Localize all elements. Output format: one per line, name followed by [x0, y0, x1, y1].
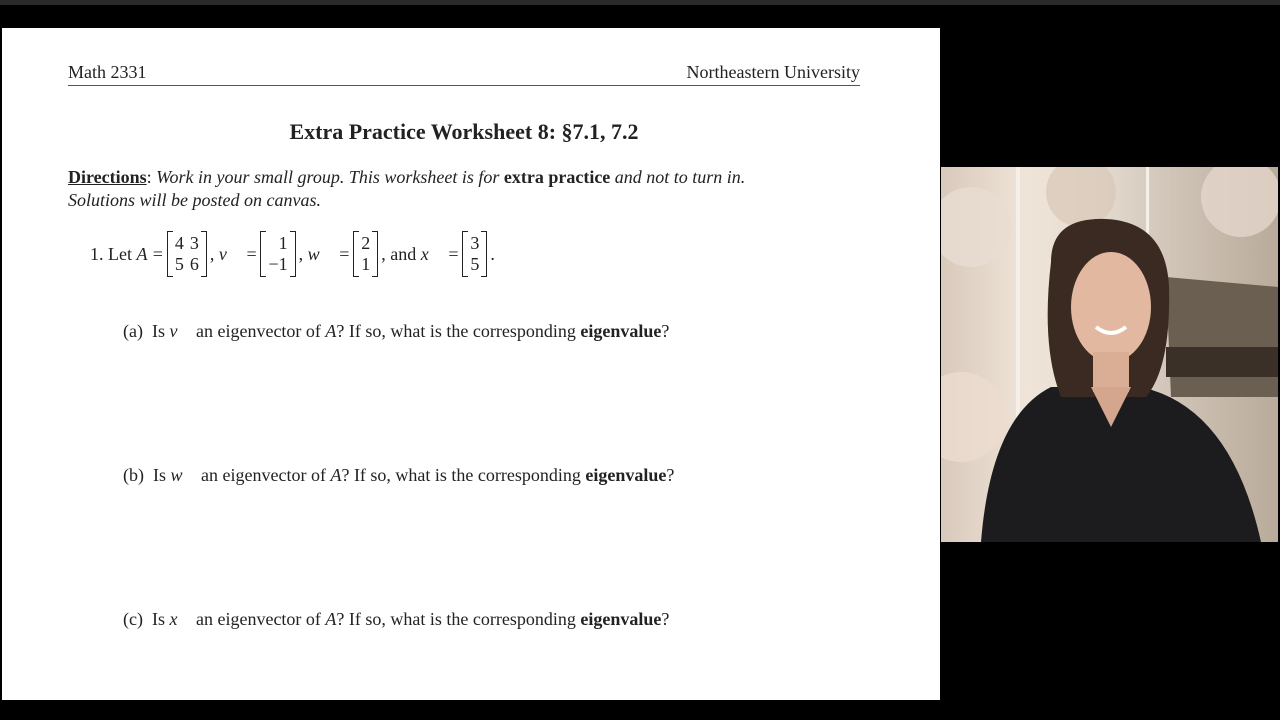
- comma: ,: [298, 243, 304, 264]
- matrix-a: [167, 231, 207, 277]
- problem-1-statement: [90, 229, 495, 279]
- colon: :: [146, 167, 152, 187]
- text: an eigenvector of: [191, 609, 326, 629]
- text: ? If so, what is the corresponding: [336, 321, 581, 341]
- text: an eigenvector of: [191, 321, 326, 341]
- var: A: [330, 465, 342, 485]
- worksheet-title: Extra Practice Worksheet 8: §7.1, 7.2: [289, 119, 639, 144]
- and-text: and: [390, 243, 417, 264]
- comma: ,: [209, 243, 215, 264]
- question-a: [123, 321, 669, 342]
- entry: 1: [361, 254, 371, 274]
- var: v⃗: [169, 321, 192, 341]
- entry: 6: [189, 254, 199, 274]
- part-label: (c): [123, 609, 143, 629]
- period: .: [490, 243, 495, 264]
- text: ? If so, what is the corresponding: [336, 609, 581, 629]
- webcam-video: [941, 167, 1278, 542]
- vector-x: [462, 231, 487, 277]
- vector-v: [260, 231, 295, 277]
- top-bar: [0, 0, 1280, 5]
- directions-text: Work in your small group. This worksheet is for: [151, 167, 504, 187]
- text: ?: [661, 321, 670, 341]
- entry: 5: [470, 254, 480, 274]
- let-text: Let: [108, 243, 132, 264]
- directions-line-1: [68, 167, 745, 188]
- problem-number: 1.: [90, 243, 104, 264]
- entry: 3: [189, 233, 199, 253]
- course-label: Math 2331: [68, 62, 147, 82]
- part-label: (a): [123, 321, 143, 341]
- directions-text-2: and not to turn in.: [610, 167, 746, 187]
- text: an eigenvector of: [196, 465, 331, 485]
- text: ?: [661, 609, 670, 629]
- vector-v-label: v⃗ =: [218, 243, 258, 264]
- entry: 3: [470, 233, 480, 253]
- var: A: [325, 609, 337, 629]
- bold-term: eigenvalue: [580, 321, 662, 341]
- directions-bold: extra practice: [503, 167, 611, 187]
- entry: 5: [174, 254, 184, 274]
- var: x⃗: [169, 609, 192, 629]
- header-rule: [68, 85, 860, 86]
- presenter-image: [941, 167, 1278, 542]
- text: Is: [151, 321, 170, 341]
- worksheet-page: [2, 28, 940, 700]
- part-label: (b): [123, 465, 144, 485]
- vector-w: [353, 231, 378, 277]
- comma: ,: [381, 243, 386, 264]
- var: A: [325, 321, 337, 341]
- vector-x-label: x⃗ =: [420, 243, 460, 264]
- entry: 2: [361, 233, 371, 253]
- var: w⃗: [170, 465, 197, 485]
- university-label: Northeastern University: [686, 62, 860, 82]
- text: Is: [153, 465, 171, 485]
- directions-label: Directions: [68, 167, 147, 187]
- question-c: [123, 609, 669, 630]
- entry: −1: [268, 254, 288, 274]
- text: ?: [666, 465, 675, 485]
- bold-term: eigenvalue: [585, 465, 667, 485]
- entry: 1: [278, 233, 288, 253]
- matrix-a-label: A =: [136, 243, 164, 264]
- entry: 4: [174, 233, 184, 253]
- bold-term: eigenvalue: [580, 609, 662, 629]
- question-b: [123, 465, 674, 486]
- vector-w-label: w⃗ =: [307, 243, 351, 264]
- directions-line-2: Solutions will be posted on canvas.: [68, 190, 321, 210]
- text: ? If so, what is the corresponding: [341, 465, 586, 485]
- text: Is: [151, 609, 170, 629]
